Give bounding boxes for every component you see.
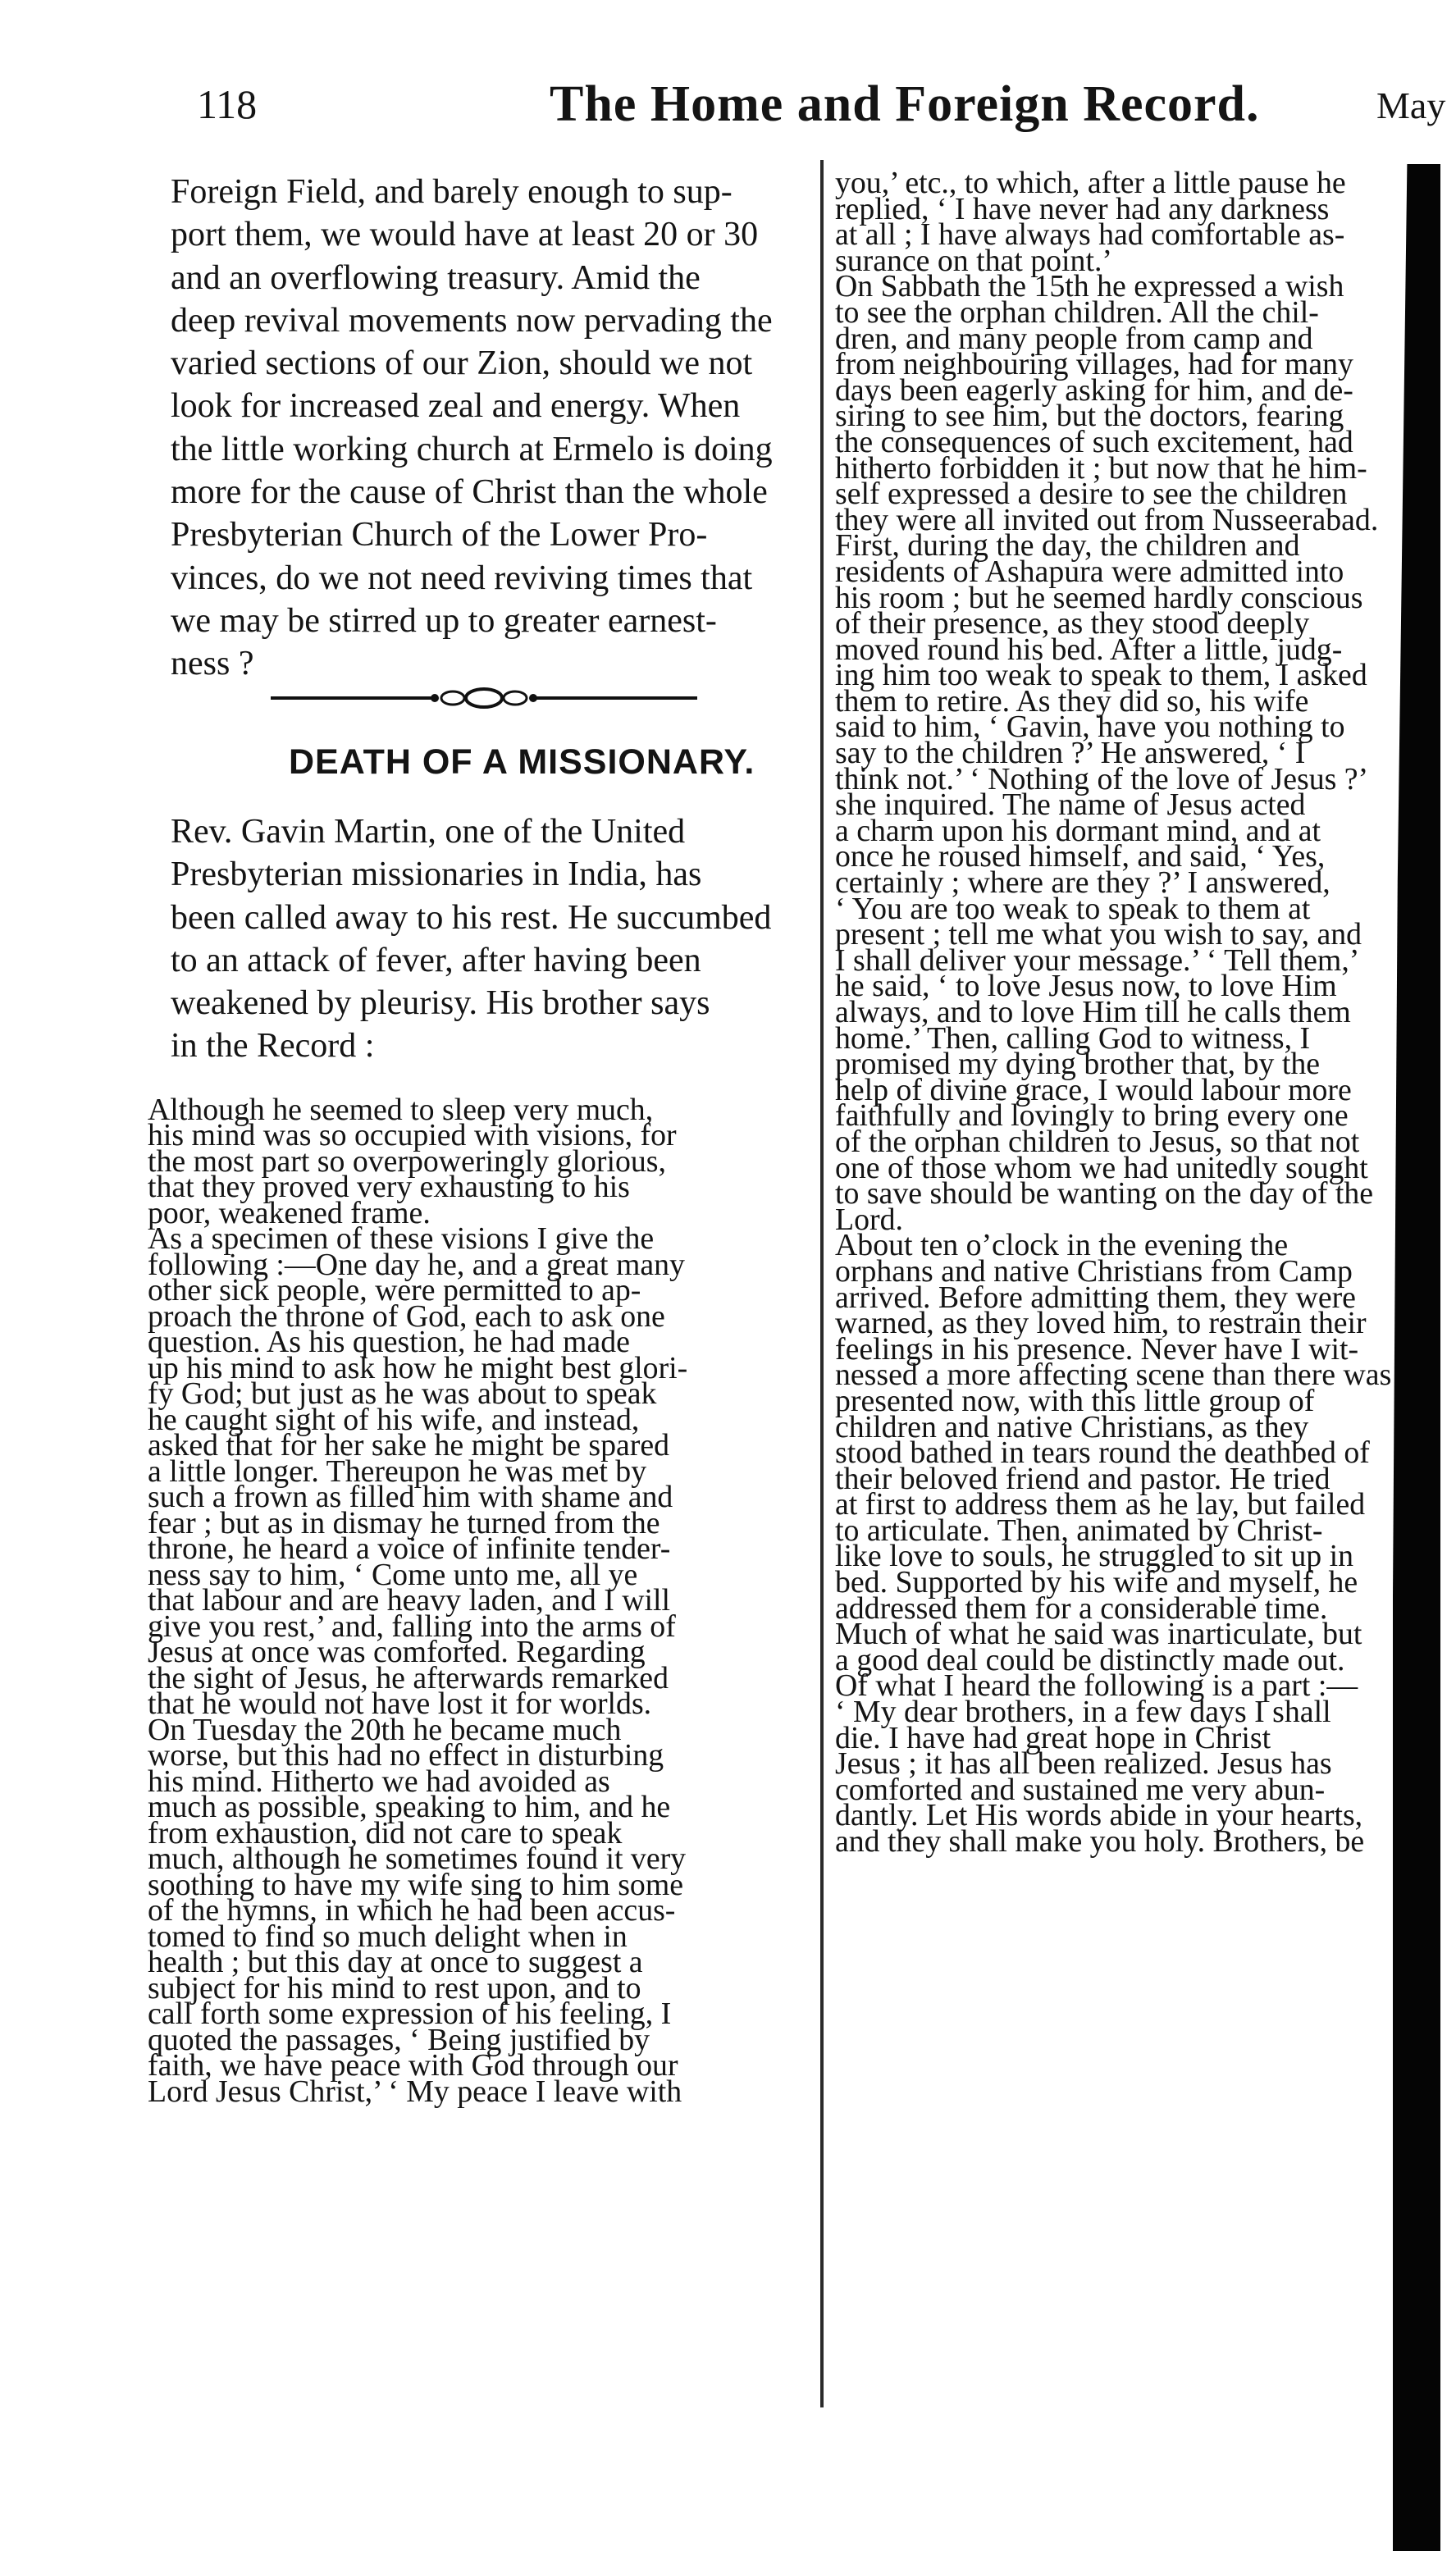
quote-left-text: Although he seemed to sleep very much, his mind was so occupied with visions, for the most part so overpoweringly glorious, that they proved very exhausting to his poor, weakened frame. As a specimen of these visions I give the following :—One day he, and a great many other sick people, were permitted to ap- proach the throne of God, each to ask one question. As his question, he had made up his mind to ask how he might best glori- fy God; but just as he was about to speak he caught sight of his wife, and instead, asked that for her sake he might be spared a little longer. Thereupon he was met by such a frown as filled him with shame and fear ; but as in dismay he turned from the throne, he heard a voice of infinite tender- ness say to him, ‘ Come unto me, all ye that labour and are heavy laden, and I will give you rest,’ and, falling into the arms of Jesus at once was comforted. Regarding the sight of Jesus, he afterwards remarked that he would not have lost it for worlds. On Tuesday the 20th he became much worse, but this had no effect in disturbing his mind. Hitherto we had avoided as much as possible, speaking to him, and he from exhaustion, did not care to speak much, although he sometimes found it very soothing to have my wife sing to him some of the hymns, in which he had been accus- tomed to find so much delight when in health ; but this day at once to suggest a subject for his mind to rest upon, and to call forth some expression of his feeling, I quoted the passages, ‘ Being justified by faith, we have peace with God through our Lord Jesus Christ,’ ‘ My peace I leave with (148, 1092, 688, 2109)
column-rule (820, 160, 824, 2407)
quote-left-column (148, 1071, 796, 2131)
section-divider-ornament (271, 686, 697, 710)
previous-article-ending: Foreign Field, and barely enough to sup- port them, we would have at least 20 or 30 and an overflowing treasury. Amid the deep revival movements now pervading the varied sections of our Zion, should we not look for increased zeal and energy. When the little working church at Ermelo is doing more for the cause of Christ than the whole Presbyterian Church of the Lower Pro- vinces, do we not need reviving times that we may be stirred up to greater earnest- ness ? (171, 173, 773, 683)
running-header (0, 76, 1456, 138)
page-number: 118 (197, 81, 258, 127)
article-heading: DEATH OF A MISSIONARY. (289, 742, 755, 782)
running-month: May (1376, 84, 1446, 126)
running-title: The Home and Foreign Record. (550, 76, 1260, 132)
quote-right-column: you,’ etc., to which, after a little pause he replied, ‘ I have never had any darkness at all ; I have always had comfortable as- surance on that point.’ On Sabbath the 15th he expressed a wish to see the orphan children. All the chil- dren, and many people from camp and from neighbouring villages, had for many days been eagerly asking for him, and de- siring to see him, but the doctors, fearing the consequences of such excitement, had hitherto forbidden it ; but now that he him- self expressed a desire to see the children they were all invited out from Nusseerabad. First, during the day, the children and residents of Ashapura were admitted into his room ; but he seemed hardly conscious of their presence, as they stood deeply moved round his bed. After a little, judg- ing him too weak to speak to them, I asked them to retire. As they did so, his wife said to him, ‘ Gavin, have you nothing to say to the children ?’ He answered, ‘ I think not.’ ‘ Nothing of the love of Jesus ?’ she inquired. The name of Jesus acted a charm upon his dormant mind, and at once he roused himself, and said, ‘ Yes, certainly ; where are they ?’ I answered, ‘ You are too weak to speak to them at present ; tell me what you wish to say, and I shall deliver your message.’ ‘ Tell them,’ he said, ‘ to love Jesus now, to love Him always, and to love Him till he calls them home.’ Then, calling God to witness, I promised my dying brother that, by the help of divine grace, I would labour more faithfully and lovingly to bring every one of the orphan children to Jesus, so that not one of those whom we had unitedly sought to save should be wanting on the day of the Lord. About ten o’clock in the evening the orphans and native Christians from Camp arrived. Before admitting them, they were warned, as they loved him, to restrain their feelings in his presence. Never have I wit- nessed a more affecting scene than there was presented now, with this little group of children and native Christians, as they stood bathed in tears round the deathbed of their beloved friend and pastor. He tried at first to address them as he lay, but failed to articulate. Then, animated by Christ- like love to souls, he struggled to sit up in bed. Supported by his wife and myself, he addressed them for a considerable time. Much of what he said was inarticulate, but a good deal could be distinctly made out. Of what I heard the following is a part :— ‘ My dear brothers, in a few days I shall die. I have had great hope in Christ Jesus ; it has all been realized. Jesus has comforted and sustained me very abun- dantly. Let His words abide in your hearts, and they shall make you holy. Brothers, be (835, 166, 1392, 1859)
article-intro: Rev. Gavin Martin, one of the United Presbyterian missionaries in India, has been called away to his rest. He succumbed to an attack of fever, after having been weakened by pleurisy. His brother says in the Record : (171, 813, 772, 1066)
